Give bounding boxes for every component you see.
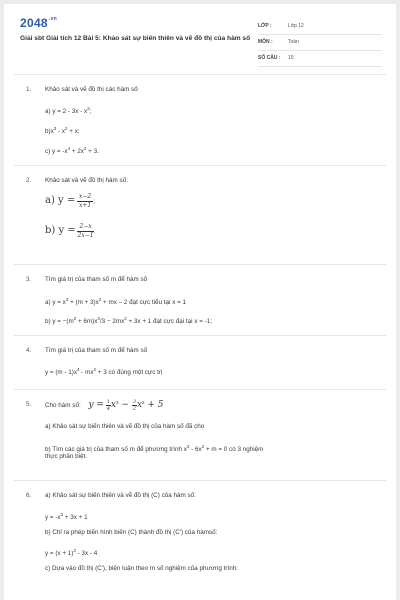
document-page <box>4 4 396 600</box>
expr: ; <box>89 108 92 115</box>
expr: b) y = <box>45 225 76 237</box>
expr: + 3x + 1 <box>63 514 88 521</box>
exponent: 2 <box>201 444 205 449</box>
meta-table <box>258 19 382 67</box>
exponent: 4 <box>77 367 80 372</box>
question-number: 1. <box>26 86 32 93</box>
meta-value: 19 <box>288 55 294 61</box>
expr: b)x <box>45 128 54 135</box>
sub-question-a <box>45 105 385 116</box>
question-text: Tìm giá trị của tham số m để hàm số <box>45 347 148 354</box>
sub-question-a <box>45 296 385 307</box>
expr: - x <box>56 128 66 135</box>
meta-row-class <box>258 19 382 35</box>
exponent: 3 <box>53 126 57 131</box>
exponent: 2 <box>73 316 77 321</box>
document-header <box>4 4 396 74</box>
expr: - 6x <box>189 446 202 453</box>
expr: y = (x + 1) <box>45 550 74 557</box>
function-line <box>45 399 385 412</box>
expr: x <box>136 400 143 411</box>
question-2 <box>4 166 396 264</box>
exponent: 2 <box>93 367 97 372</box>
function-b <box>45 547 385 558</box>
expr: a) y = x <box>45 299 66 306</box>
exponent: 2 <box>124 316 127 321</box>
sub-question-b: b) Chỉ ra phép biến hình biến (C) thành đồ thị (C') của hàmsố: <box>45 529 218 536</box>
exponent: 2 <box>65 126 68 131</box>
expr: y = -x <box>45 514 61 521</box>
expr: + mx – 2 đạt cực tiểu tại x = 1 <box>101 299 187 306</box>
meta-row-count <box>258 51 382 67</box>
sub-question-a: a) Khảo sát sự biến thiên và vẽ đồ thị (C) của hàm số: <box>45 492 196 499</box>
expr: a) y = <box>45 195 76 207</box>
page-title: Giải sbt Giải tích 12 Bài 5: Khảo sát sự biến thiên và vẽ đồ thị của hàm số <box>20 35 251 42</box>
expr: /3 − 2mx <box>99 318 125 325</box>
numerator: 2−x <box>79 223 92 230</box>
expr: c) y = -x <box>45 148 68 155</box>
exponent: 3 <box>73 548 76 553</box>
question-number: 5. <box>26 401 32 408</box>
question-number: 3. <box>26 276 32 283</box>
question-6 <box>4 481 396 591</box>
expr: a) y = 2 - 3x - x <box>45 108 88 115</box>
logo-suffix: .vn <box>48 16 58 22</box>
sub-question-a <box>45 193 385 210</box>
exponent: 2 <box>98 297 102 302</box>
expr: + 3x + 1 đạt cực đại tại x = -1; <box>126 318 212 325</box>
question-number: 4. <box>26 347 32 354</box>
expr: y = <box>88 400 104 411</box>
exponent: 3 <box>60 512 64 517</box>
expr: - 3x - 4 <box>75 550 98 557</box>
expr: x <box>110 400 116 411</box>
meta-key: MÔN : <box>258 39 273 45</box>
meta-value: Lớp 12 <box>288 23 304 29</box>
question-number: 2. <box>26 177 32 184</box>
expr: − <box>118 400 132 411</box>
exponent: 2 <box>142 400 145 406</box>
exponent: 2 <box>83 146 87 151</box>
question-text: Tìm giá trị của tham số m để hàm số <box>45 276 148 283</box>
expr: - mx <box>79 369 94 376</box>
logo-text: 2048 <box>20 16 48 30</box>
denominator: 4 <box>106 406 110 412</box>
question-text: Khảo sát và vẽ đồ thị các hàm số <box>45 86 138 93</box>
question-text: Khảo sát và vẽ đồ thị hàm số: <box>45 177 128 184</box>
question-text: Cho hàm số: <box>45 402 81 410</box>
condition-line <box>45 366 385 377</box>
sub-question-b <box>45 315 385 326</box>
numerator: 1 <box>106 399 110 405</box>
numerator: 3 <box>132 399 136 405</box>
exponent: 2 <box>87 106 90 111</box>
question-4 <box>4 336 396 389</box>
expr: ; <box>93 198 95 206</box>
fraction <box>77 193 93 210</box>
site-logo[interactable] <box>20 16 57 30</box>
expr: . <box>93 228 96 236</box>
exponent: 3 <box>186 444 190 449</box>
expr: + 5 <box>144 400 164 411</box>
denominator: 2 <box>132 406 136 412</box>
meta-row-subject <box>258 35 382 51</box>
expr: + 3. <box>86 148 99 155</box>
expr: y = (m - 1)x <box>45 369 78 376</box>
sub-question-b-cont: thực phân biệt. <box>45 453 88 460</box>
sub-question-b <box>45 223 385 240</box>
question-number: 6. <box>26 492 32 499</box>
function-a <box>45 511 385 522</box>
numerator: x−2 <box>79 193 92 200</box>
question-5 <box>4 390 396 480</box>
expr: + (m + 3)x <box>68 299 99 306</box>
expr: + x; <box>67 128 80 135</box>
meta-key: LỚP : <box>258 23 272 29</box>
expr: + 6m)x <box>76 318 98 325</box>
sub-question-b <box>45 125 385 136</box>
expr: + 2x <box>70 148 84 155</box>
question-3 <box>4 265 396 335</box>
expr: b) y = −(m <box>45 318 74 325</box>
meta-key: SỐ CÂU : <box>258 55 281 61</box>
denominator: 2x−1 <box>77 232 94 239</box>
expr: b) Tìm các giá trị của tham số m để phương trình x <box>45 446 187 453</box>
sub-question-c <box>45 145 385 156</box>
exponent: 4 <box>67 146 71 151</box>
question-1 <box>4 75 396 165</box>
exponent: 3 <box>97 316 100 321</box>
sub-question-c: c) Dựa vào đồ thị (C'), biện luận theo m số nghiệm của phương trình: <box>45 565 238 572</box>
sub-question-a: a) Khảo sát sự biến thiên và vẽ đồ thị của hàm số đã cho <box>45 423 205 430</box>
exponent: 3 <box>115 400 119 406</box>
exponent: 3 <box>65 297 69 302</box>
expr: + m = 0 có 3 nghiệm <box>204 446 264 453</box>
fraction <box>77 223 93 240</box>
expr: + 3 có đúng một cực trị <box>96 369 163 376</box>
denominator: x+1 <box>79 202 92 209</box>
meta-value: Toán <box>288 39 299 45</box>
